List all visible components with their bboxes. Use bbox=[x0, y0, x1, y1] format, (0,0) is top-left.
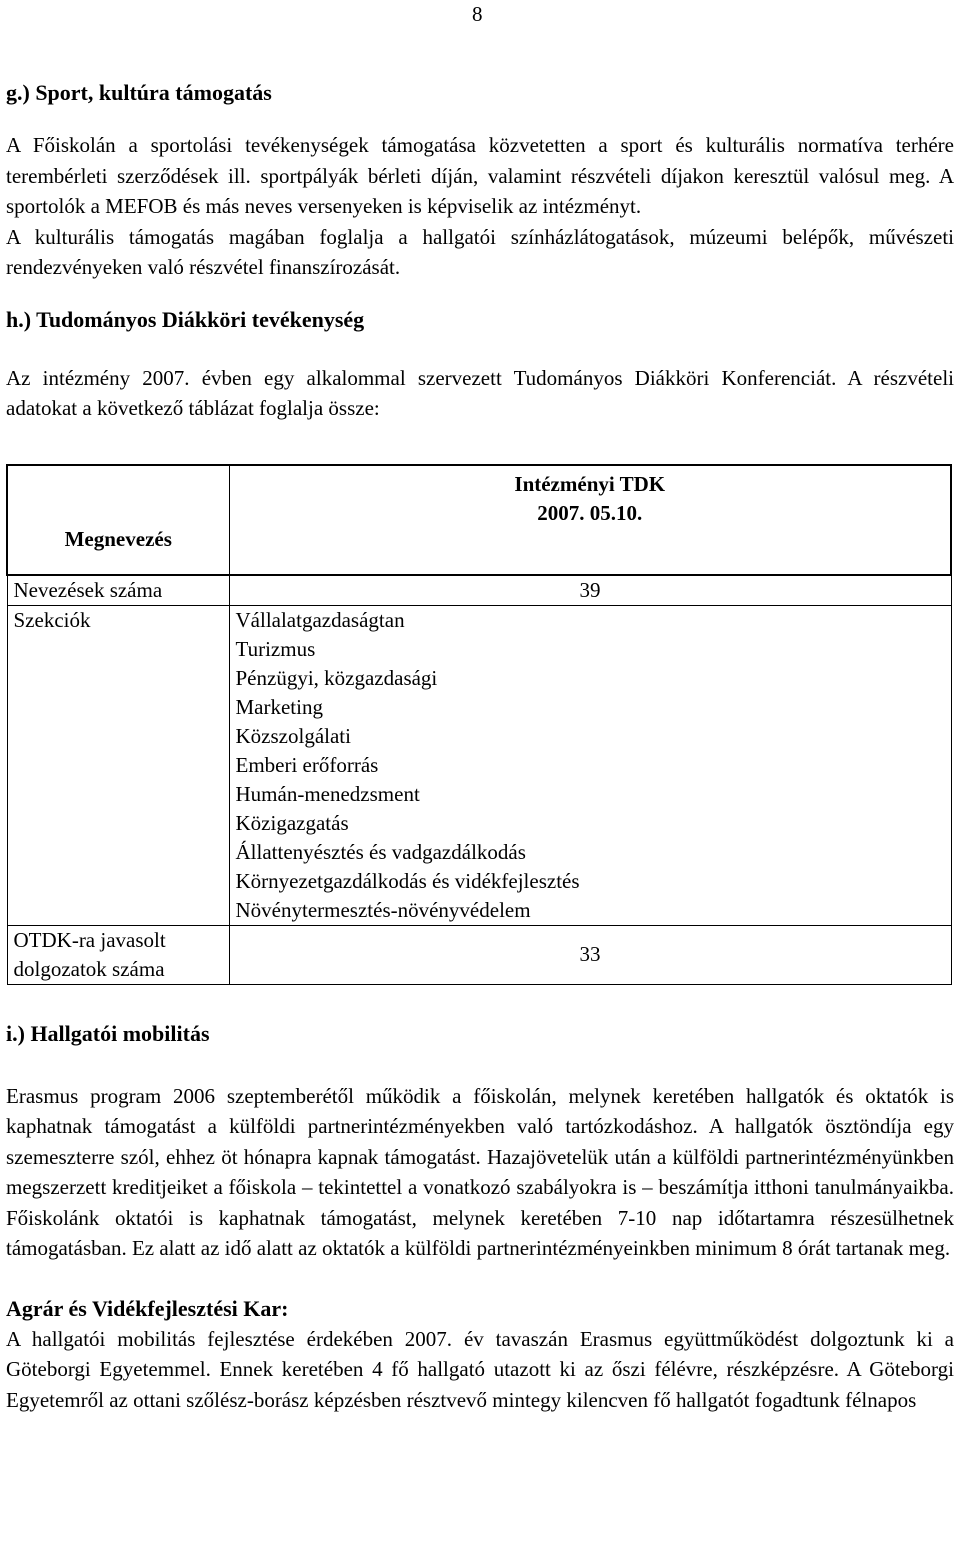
table-row-szekciok bbox=[7, 605, 951, 925]
szekcio-item: Közigazgatás bbox=[235, 810, 349, 835]
otdk-label: OTDK-ra javasolt dolgozatok száma bbox=[7, 925, 229, 984]
tdk-table bbox=[6, 464, 952, 985]
section-i-title: i.) Hallgatói mobilitás bbox=[6, 1020, 210, 1046]
szekcio-item: Közszolgálati bbox=[235, 723, 351, 748]
header-intezmenyi-tdk bbox=[229, 465, 951, 575]
section-h-title: h.) Tudományos Diákköri tevékenység bbox=[6, 306, 365, 332]
nevezesek-value: 39 bbox=[229, 575, 951, 606]
table-row-nevezesek bbox=[7, 575, 951, 606]
table-row-otdk bbox=[7, 925, 951, 984]
szekcio-item: Turizmus bbox=[235, 636, 316, 661]
szekcio-item: Humán-menedzsment bbox=[235, 781, 420, 806]
section-h-paragraph: Az intézmény 2007. évben egy alkalommal szervezett Tudományos Diákköri Konferenciát. A részvételi adatokat a következő táblázat foglalja össze: bbox=[6, 365, 954, 420]
szekcio-item: Növénytermesztés-növényvédelem bbox=[235, 897, 531, 922]
header-tdk-line1: Intézményi TDK bbox=[514, 471, 666, 496]
kar-paragraph: A hallgatói mobilitás fejlesztése érdekében 2007. év tavaszán Erasmus együttműködést dolgoztunk ki a Göteborgi Egyetemmel. Ennek keretében 4 fő hallgató utazott ki az őszi félévre, részképzésre. A Göteborgi Egyetemről az ottani szőlész-borász képzésben résztvevő mintegy kilencven fő hallgatót fogadtunk félnapos bbox=[6, 1326, 954, 1412]
header-megnevezes: Megnevezés bbox=[7, 465, 229, 575]
szekcio-item: Környezetgazdálkodás és vidékfejlesztés bbox=[235, 868, 580, 893]
szekcio-item: Vállalatgazdaságtan bbox=[235, 607, 405, 632]
kar-title: Agrár és Vidékfejlesztési Kar: bbox=[6, 1295, 289, 1321]
szekcio-item: Pénzügyi, közgazdasági bbox=[235, 665, 438, 690]
nevezesek-label: Nevezések száma bbox=[7, 575, 229, 606]
page-number: 8 bbox=[472, 2, 483, 26]
szekciok-label: Szekciók bbox=[7, 605, 229, 925]
header-tdk-date: 2007. 05.10. bbox=[537, 500, 643, 525]
szekcio-item: Emberi erőforrás bbox=[235, 752, 379, 777]
section-g-title: g.) Sport, kultúra támogatás bbox=[6, 80, 272, 105]
section-g-paragraph-culture: A kulturális támogatás magában foglalja a hallgatói színházlátogatások, múzeumi belépők, művészeti rendezvényeken való részvétel finanszírozását. bbox=[6, 224, 954, 279]
otdk-value: 33 bbox=[229, 925, 951, 984]
szekciok-list bbox=[229, 605, 951, 925]
section-g-paragraph-sport: A Főiskolán a sportolási tevékenységek támogatása közvetetten a sport és kulturális normatíva terhére terembérleti szerződések ill. sportpályák bérleti díján, valamint részvételi díjakon keresztül valósul meg. A sportolók a MEFOB és más neves versenyeken is képviselik az intézményt. bbox=[6, 133, 954, 218]
section-i-paragraph: Erasmus program 2006 szeptemberétől működik a főiskolán, melynek keretében hallgatók és oktatók is kaphatnak támogatást a külföldi partnerintézményekben való tartózkodáshoz. A hallgatók ösztöndíja egy szemeszterre szól, ehhez öt hónapra kapnak támogatást. Hazajövetelük után a külföldi partnerintézményünkben megszerzett kreditjeiket a főiskola – tekintettel a vonatkozó szabályokra is – beszámítja itthoni tanulmányaikba. Főiskolánk oktatói is kaphatnak támogatást, melynek keretében 7-10 nap időtartamra részesülhetnek támogatásban. Ez alatt az idő alatt az oktatók a külföldi partnerintézményeinkben minimum 8 órát tartanak meg. bbox=[6, 1083, 954, 1260]
table-header-row bbox=[7, 465, 951, 575]
document-body bbox=[6, 78, 954, 1415]
szekcio-item: Állattenyésztés és vadgazdálkodás bbox=[235, 839, 526, 864]
szekcio-item: Marketing bbox=[235, 694, 323, 719]
